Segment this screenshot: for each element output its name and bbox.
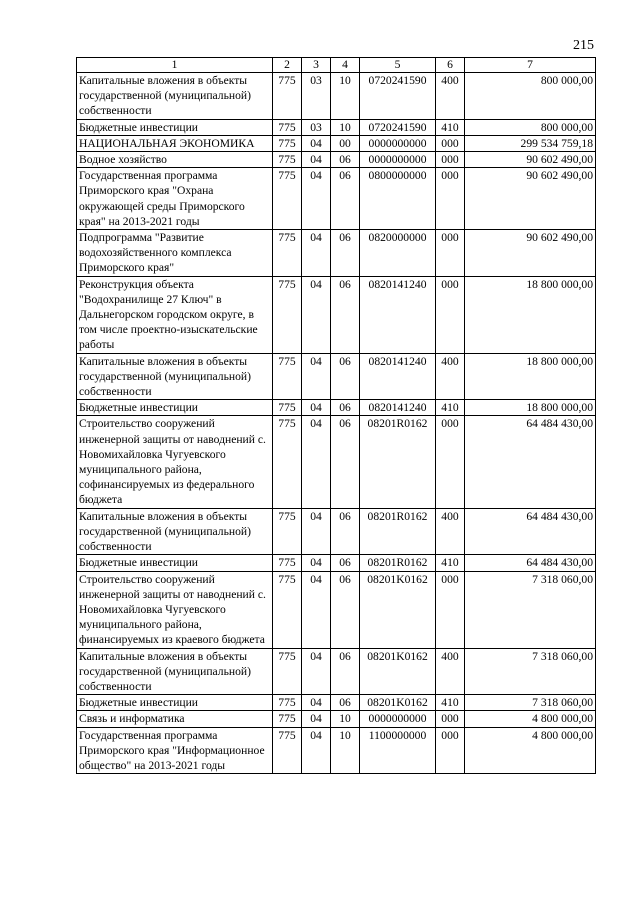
row-subsection-cell: 06 [331, 648, 360, 695]
row-expense-type-cell: 410 [436, 695, 465, 711]
row-name-cell: Реконструкция объекта "Водохранилище 27 Ключ" в Дальнегорском городском округе, в том числе проектно-изыскательские работы [77, 276, 273, 353]
row-amount-cell: 7 318 060,00 [465, 571, 596, 648]
table-row [77, 73, 596, 120]
row-ved-cell: 775 [273, 353, 302, 400]
row-ved-cell: 775 [273, 135, 302, 151]
row-amount-cell: 64 484 430,00 [465, 555, 596, 571]
row-subsection-cell: 06 [331, 353, 360, 400]
row-amount-cell: 18 800 000,00 [465, 400, 596, 416]
row-name-cell: Капитальные вложения в объекты государственной (муниципальной) собственности [77, 73, 273, 120]
row-section-cell: 04 [302, 648, 331, 695]
row-section-cell: 04 [302, 727, 331, 774]
row-amount-cell: 800 000,00 [465, 73, 596, 120]
row-expense-type-cell: 000 [436, 135, 465, 151]
row-section-cell: 04 [302, 152, 331, 168]
row-name-cell: Бюджетные инвестиции [77, 555, 273, 571]
budget-table [76, 57, 596, 774]
row-section-cell: 04 [302, 276, 331, 353]
row-name-cell: Строительство сооружений инженерной защиты от наводнений с. Новомихайловка Чугуевского муниципального района, софинансируемых из федерального бюджета [77, 416, 273, 508]
row-target-article-cell: 08201K0162 [360, 571, 436, 648]
row-target-article-cell: 0820141240 [360, 400, 436, 416]
row-section-cell: 04 [302, 711, 331, 727]
row-subsection-cell: 06 [331, 230, 360, 277]
row-expense-type-cell: 000 [436, 152, 465, 168]
row-ved-cell: 775 [273, 648, 302, 695]
row-subsection-cell: 10 [331, 727, 360, 774]
row-ved-cell: 775 [273, 230, 302, 277]
row-section-cell: 04 [302, 168, 331, 230]
row-expense-type-cell: 000 [436, 230, 465, 277]
row-section-cell: 03 [302, 119, 331, 135]
row-ved-cell: 775 [273, 727, 302, 774]
row-target-article-cell: 08201K0162 [360, 695, 436, 711]
row-ved-cell: 775 [273, 416, 302, 508]
row-amount-cell: 64 484 430,00 [465, 416, 596, 508]
row-expense-type-cell: 410 [436, 555, 465, 571]
row-target-article-cell: 08201R0162 [360, 416, 436, 508]
row-subsection-cell: 06 [331, 508, 360, 555]
row-amount-cell: 90 602 490,00 [465, 230, 596, 277]
row-subsection-cell: 10 [331, 711, 360, 727]
row-section-cell: 03 [302, 73, 331, 120]
row-amount-cell: 90 602 490,00 [465, 168, 596, 230]
row-section-cell: 04 [302, 695, 331, 711]
row-name-cell: Бюджетные инвестиции [77, 400, 273, 416]
row-expense-type-cell: 000 [436, 276, 465, 353]
table-row [77, 353, 596, 400]
row-expense-type-cell: 000 [436, 571, 465, 648]
row-ved-cell: 775 [273, 152, 302, 168]
row-amount-cell: 7 318 060,00 [465, 695, 596, 711]
page-number: 215 [573, 38, 594, 53]
table-row [77, 416, 596, 508]
row-section-cell: 04 [302, 353, 331, 400]
column-header: 1 [77, 58, 273, 73]
row-section-cell: 04 [302, 508, 331, 555]
row-expense-type-cell: 400 [436, 508, 465, 555]
row-amount-cell: 299 534 759,18 [465, 135, 596, 151]
row-ved-cell: 775 [273, 508, 302, 555]
column-header: 3 [302, 58, 331, 73]
column-header: 5 [360, 58, 436, 73]
row-amount-cell: 64 484 430,00 [465, 508, 596, 555]
column-header: 7 [465, 58, 596, 73]
row-ved-cell: 775 [273, 695, 302, 711]
row-name-cell: Государственная программа Приморского края "Охрана окружающей среды Приморского края" на 2013-2021 годы [77, 168, 273, 230]
row-target-article-cell: 0800000000 [360, 168, 436, 230]
row-target-article-cell: 0000000000 [360, 152, 436, 168]
row-expense-type-cell: 410 [436, 400, 465, 416]
row-section-cell: 04 [302, 400, 331, 416]
row-name-cell: Подпрограмма "Развитие водохозяйственного комплекса Приморского края" [77, 230, 273, 277]
row-name-cell: Бюджетные инвестиции [77, 119, 273, 135]
row-ved-cell: 775 [273, 400, 302, 416]
row-amount-cell: 7 318 060,00 [465, 648, 596, 695]
row-name-cell: Капитальные вложения в объекты государственной (муниципальной) собственности [77, 353, 273, 400]
table-row [77, 135, 596, 151]
row-name-cell: Связь и информатика [77, 711, 273, 727]
row-ved-cell: 775 [273, 711, 302, 727]
row-expense-type-cell: 000 [436, 711, 465, 727]
row-ved-cell: 775 [273, 555, 302, 571]
row-expense-type-cell: 000 [436, 168, 465, 230]
row-ved-cell: 775 [273, 168, 302, 230]
row-expense-type-cell: 000 [436, 416, 465, 508]
row-subsection-cell: 06 [331, 168, 360, 230]
row-subsection-cell: 06 [331, 555, 360, 571]
row-section-cell: 04 [302, 555, 331, 571]
row-target-article-cell: 0820000000 [360, 230, 436, 277]
table-row [77, 571, 596, 648]
row-subsection-cell: 06 [331, 400, 360, 416]
row-name-cell: Государственная программа Приморского края "Информационное общество" на 2013-2021 годы [77, 727, 273, 774]
row-subsection-cell: 06 [331, 416, 360, 508]
table-row [77, 168, 596, 230]
table-row [77, 727, 596, 774]
row-ved-cell: 775 [273, 73, 302, 120]
row-target-article-cell: 0000000000 [360, 135, 436, 151]
row-name-cell: НАЦИОНАЛЬНАЯ ЭКОНОМИКА [77, 135, 273, 151]
row-name-cell: Водное хозяйство [77, 152, 273, 168]
row-subsection-cell: 06 [331, 276, 360, 353]
row-target-article-cell: 0820141240 [360, 353, 436, 400]
row-target-article-cell: 0720241590 [360, 119, 436, 135]
column-header: 4 [331, 58, 360, 73]
row-amount-cell: 4 800 000,00 [465, 727, 596, 774]
row-section-cell: 04 [302, 230, 331, 277]
column-header: 6 [436, 58, 465, 73]
table-row [77, 508, 596, 555]
row-target-article-cell: 08201K0162 [360, 648, 436, 695]
row-amount-cell: 18 800 000,00 [465, 276, 596, 353]
table-header-row [77, 58, 596, 73]
row-name-cell: Капитальные вложения в объекты государственной (муниципальной) собственности [77, 648, 273, 695]
row-amount-cell: 800 000,00 [465, 119, 596, 135]
row-amount-cell: 90 602 490,00 [465, 152, 596, 168]
row-target-article-cell: 08201R0162 [360, 508, 436, 555]
row-subsection-cell: 10 [331, 119, 360, 135]
row-expense-type-cell: 400 [436, 73, 465, 120]
row-expense-type-cell: 400 [436, 648, 465, 695]
row-subsection-cell: 06 [331, 152, 360, 168]
table-row [77, 400, 596, 416]
row-subsection-cell: 00 [331, 135, 360, 151]
row-ved-cell: 775 [273, 571, 302, 648]
table-row [77, 152, 596, 168]
row-target-article-cell: 0820141240 [360, 276, 436, 353]
table-row [77, 276, 596, 353]
row-section-cell: 04 [302, 416, 331, 508]
row-amount-cell: 18 800 000,00 [465, 353, 596, 400]
row-name-cell: Бюджетные инвестиции [77, 695, 273, 711]
row-target-article-cell: 1100000000 [360, 727, 436, 774]
row-ved-cell: 775 [273, 119, 302, 135]
row-name-cell: Капитальные вложения в объекты государственной (муниципальной) собственности [77, 508, 273, 555]
table-row [77, 119, 596, 135]
row-target-article-cell: 0720241590 [360, 73, 436, 120]
row-name-cell: Строительство сооружений инженерной защиты от наводнений с. Новомихайловка Чугуевского муниципального района, финансируемых из краевого бюджета [77, 571, 273, 648]
row-ved-cell: 775 [273, 276, 302, 353]
table-row [77, 648, 596, 695]
row-amount-cell: 4 800 000,00 [465, 711, 596, 727]
row-expense-type-cell: 410 [436, 119, 465, 135]
row-subsection-cell: 06 [331, 695, 360, 711]
row-subsection-cell: 10 [331, 73, 360, 120]
table-row [77, 555, 596, 571]
row-section-cell: 04 [302, 135, 331, 151]
column-header: 2 [273, 58, 302, 73]
row-subsection-cell: 06 [331, 571, 360, 648]
row-section-cell: 04 [302, 571, 331, 648]
row-expense-type-cell: 000 [436, 727, 465, 774]
row-expense-type-cell: 400 [436, 353, 465, 400]
row-target-article-cell: 0000000000 [360, 711, 436, 727]
table-row [77, 711, 596, 727]
table-row [77, 695, 596, 711]
row-target-article-cell: 08201R0162 [360, 555, 436, 571]
table-row [77, 230, 596, 277]
